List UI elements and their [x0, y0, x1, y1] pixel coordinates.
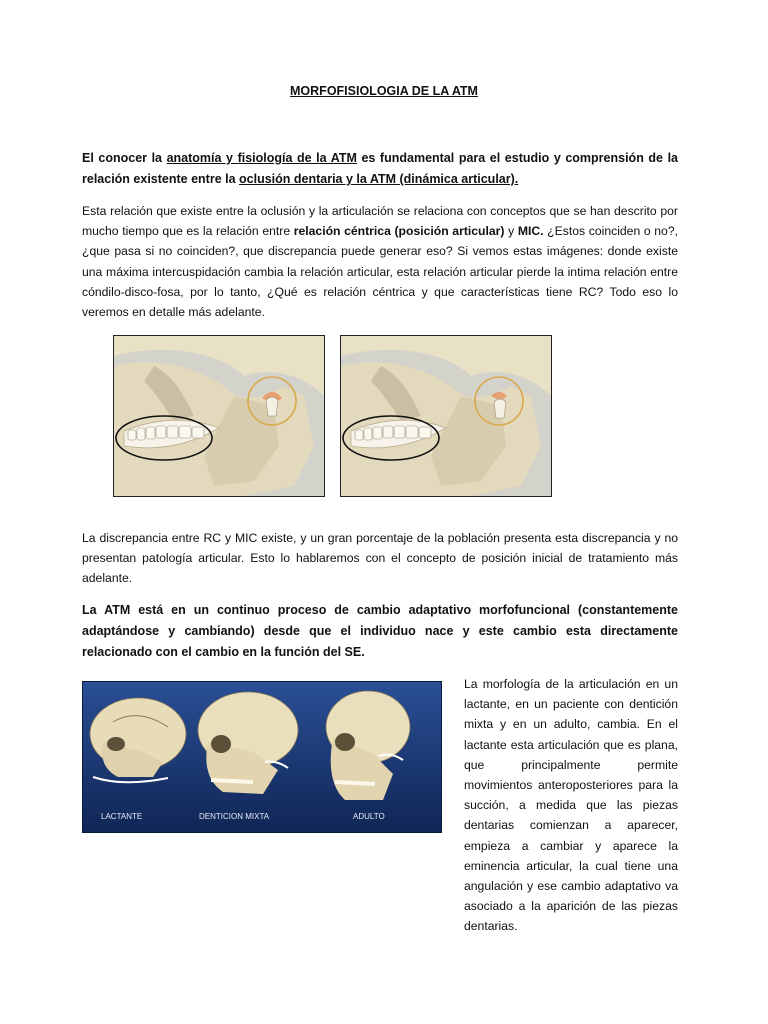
intro-text: El conocer la	[82, 151, 167, 165]
adaptive-change-paragraph: La ATM está en un continuo proceso de cambio adaptativo morfofuncional (constantemente adaptándose y cambiando) desde que el individuo nace y este cambio esta directamente relacionado con el cambio en la función del SE.	[82, 603, 678, 659]
relation-text-1: Esta relación que existe entre la oclusión y la articulación se relaciona con conceptos que se han descrito por mucho tiempo que es la relación entre	[82, 204, 678, 239]
discrepancy-paragraph: La discrepancia entre RC y MIC existe, y un gran porcentaje de la población presenta esta discrepancia y no presentan patología articular. Esto lo hablaremos con el concepto de posición inicial de tratamiento más adelante.	[82, 531, 678, 586]
skull-age-comparison-image	[82, 681, 442, 833]
intro-paragraph	[82, 148, 678, 190]
relation-bold-2: MIC.	[517, 224, 544, 239]
age-label-dentition: DENTICION MIXTA	[199, 812, 270, 821]
intro-text-2: es fundamental para el estudio y comprensión de la relación existente entre la	[82, 151, 678, 186]
page-title: MORFOFISIOLOGIA DE LA ATM	[290, 84, 478, 98]
skull-image-2	[340, 335, 552, 497]
relation-text-2: y	[504, 224, 518, 239]
intro-underline-1: anatomía y fisiología de la ATM	[166, 151, 357, 165]
relation-paragraph	[82, 201, 678, 322]
skull-image-1	[113, 335, 325, 497]
relation-bold-1: relación céntrica (posición articular)	[293, 224, 505, 239]
age-label-lactante: LACTANTE	[101, 812, 143, 821]
morphology-side-paragraph: La morfología de la articulación en un lactante, en un paciente con dentición mixta y en un adulto, cambia. En el lactante esta articulación que es plana, que principalmente permite movimientos anteroposteriores para la succión, a medida que las piezas dentarias comienzan a aparecer, empieza a cambiar y aparece la eminencia articular, la cual tiene una angulación y ese cambio adaptativo va asociado a la aparición de las piezas dentarias.	[464, 677, 678, 934]
age-label-adulto: ADULTO	[353, 812, 385, 821]
relation-text-3: ¿Estos coinciden o no?, ¿que pasa si no coinciden?, que discrepancia puede generar eso? Si vemos estas imágenes: donde existe una máxima intercuspidación cambia la relación articular, esta relación articular pierde la intima relación entre cóndilo-disco-fosa, por lo tanto, ¿Qué es relación céntrica y que características tiene RC? Todo eso lo veremos en detalle más adelante.	[82, 224, 678, 320]
intro-underline-2: oclusión dentaria y la ATM (dinámica articular).	[239, 172, 519, 186]
